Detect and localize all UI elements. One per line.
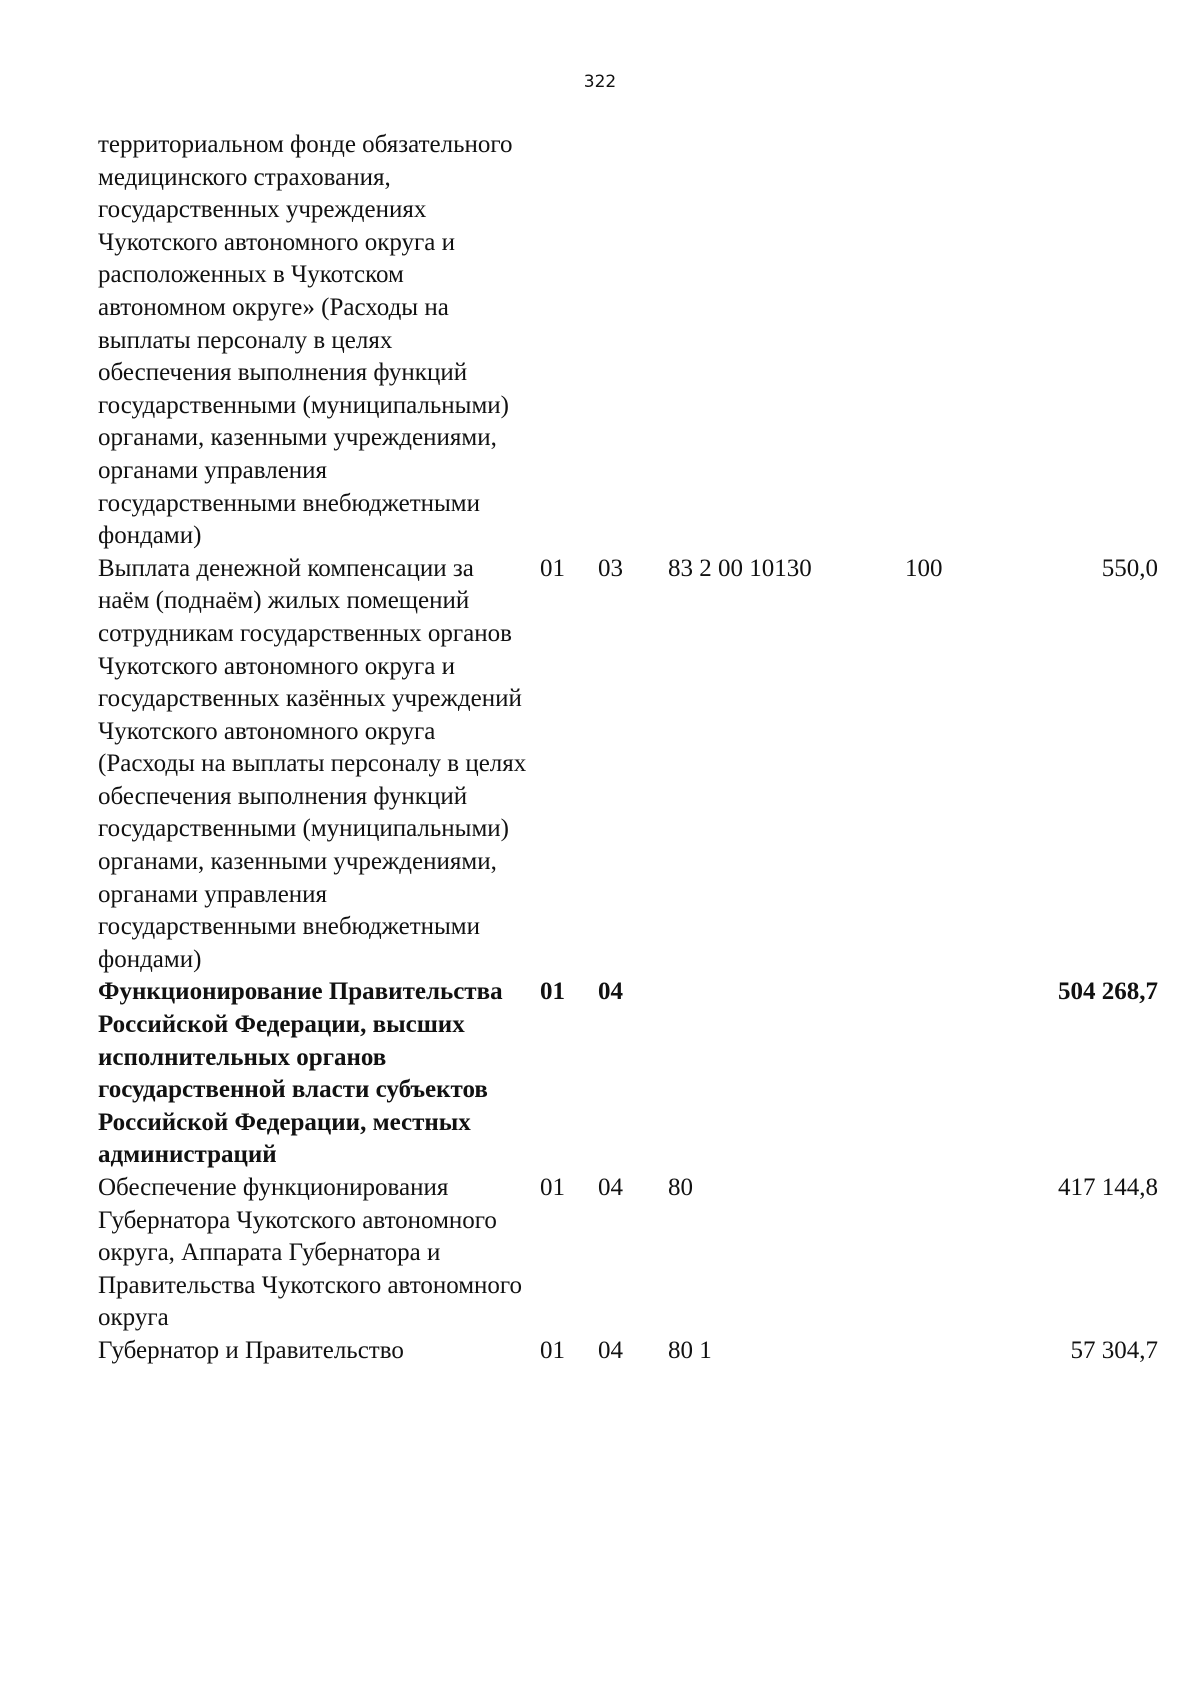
row-subsection-code: 04: [598, 1336, 623, 1364]
row-amount: 417 144,8: [1058, 1174, 1158, 1201]
row-name: Функционирование Правительства Российской Федерации, высших исполнительных органов государственной власти субъектов Российской Федерации, местных администраций: [98, 978, 503, 1169]
row-subsection-code: 04: [598, 978, 623, 1006]
row-section-code: 01: [540, 554, 565, 582]
row-target-article-code: 80: [668, 1174, 693, 1201]
row-section-code: 01: [540, 1174, 565, 1201]
row-target-article-code: 80 1: [668, 1336, 712, 1364]
row-name: Выплата денежной компенсации за наём (поднаём) жилых помещений сотрудникам государственных органов Чукотского автономного округа и государственных казённых учреждений Чукотского автономного округа (Расходы на выплаты персоналу в целях обеспечения выполнения функций государственными (муниципальными) органами, казенными учреждениями, органами управления государственными внебюджетными фондами): [98, 554, 527, 973]
row-subsection-code: [596, 129, 668, 553]
row-name: Обеспечение функционирования Губернатора Чукотского автономного округа, Аппарата Губернатора и Правительства Чукотского автономного округа: [98, 1174, 523, 1332]
page-number: 322: [583, 72, 617, 92]
row-expense-type-code: [905, 129, 1000, 553]
row-section-code: 01: [540, 1336, 565, 1364]
row-target-article-code: [668, 129, 905, 553]
budget-table: [98, 129, 1158, 1368]
row-expense-type-code: [905, 1335, 1000, 1368]
table-row: [98, 1172, 1158, 1335]
table-row: [98, 976, 1158, 1172]
table-row: [98, 1335, 1158, 1368]
row-expense-type-code: 100: [905, 554, 943, 582]
row-expense-type-code: [905, 1172, 1000, 1335]
table-row: [98, 129, 1158, 553]
row-name: Губернатор и Правительство: [98, 1336, 404, 1364]
row-section-code: 01: [540, 978, 565, 1006]
row-amount: [1000, 129, 1158, 553]
row-amount: 504 268,7: [1058, 978, 1158, 1006]
row-amount: 550,0: [1101, 554, 1158, 582]
row-expense-type-code: [905, 976, 1000, 1172]
row-subsection-code: 04: [598, 1174, 623, 1201]
row-name: территориальном фонде обязательного медицинского страхования, государственных учреждениях Чукотского автономного округа и расположенных в Чукотском автономном округе» (Расходы на выплаты персоналу в целях обеспечения выполнения функций государственными (муниципальными) органами, казенными учреждениями, органами управления государственными внебюджетными фондами): [98, 131, 513, 550]
row-target-article-code: [668, 976, 905, 1172]
row-subsection-code: 03: [598, 554, 623, 582]
row-amount: 57 304,7: [1070, 1336, 1158, 1364]
table-row: [98, 553, 1158, 977]
row-target-article-code: 83 2 00 10130: [668, 554, 812, 582]
row-section-code: [538, 129, 596, 553]
